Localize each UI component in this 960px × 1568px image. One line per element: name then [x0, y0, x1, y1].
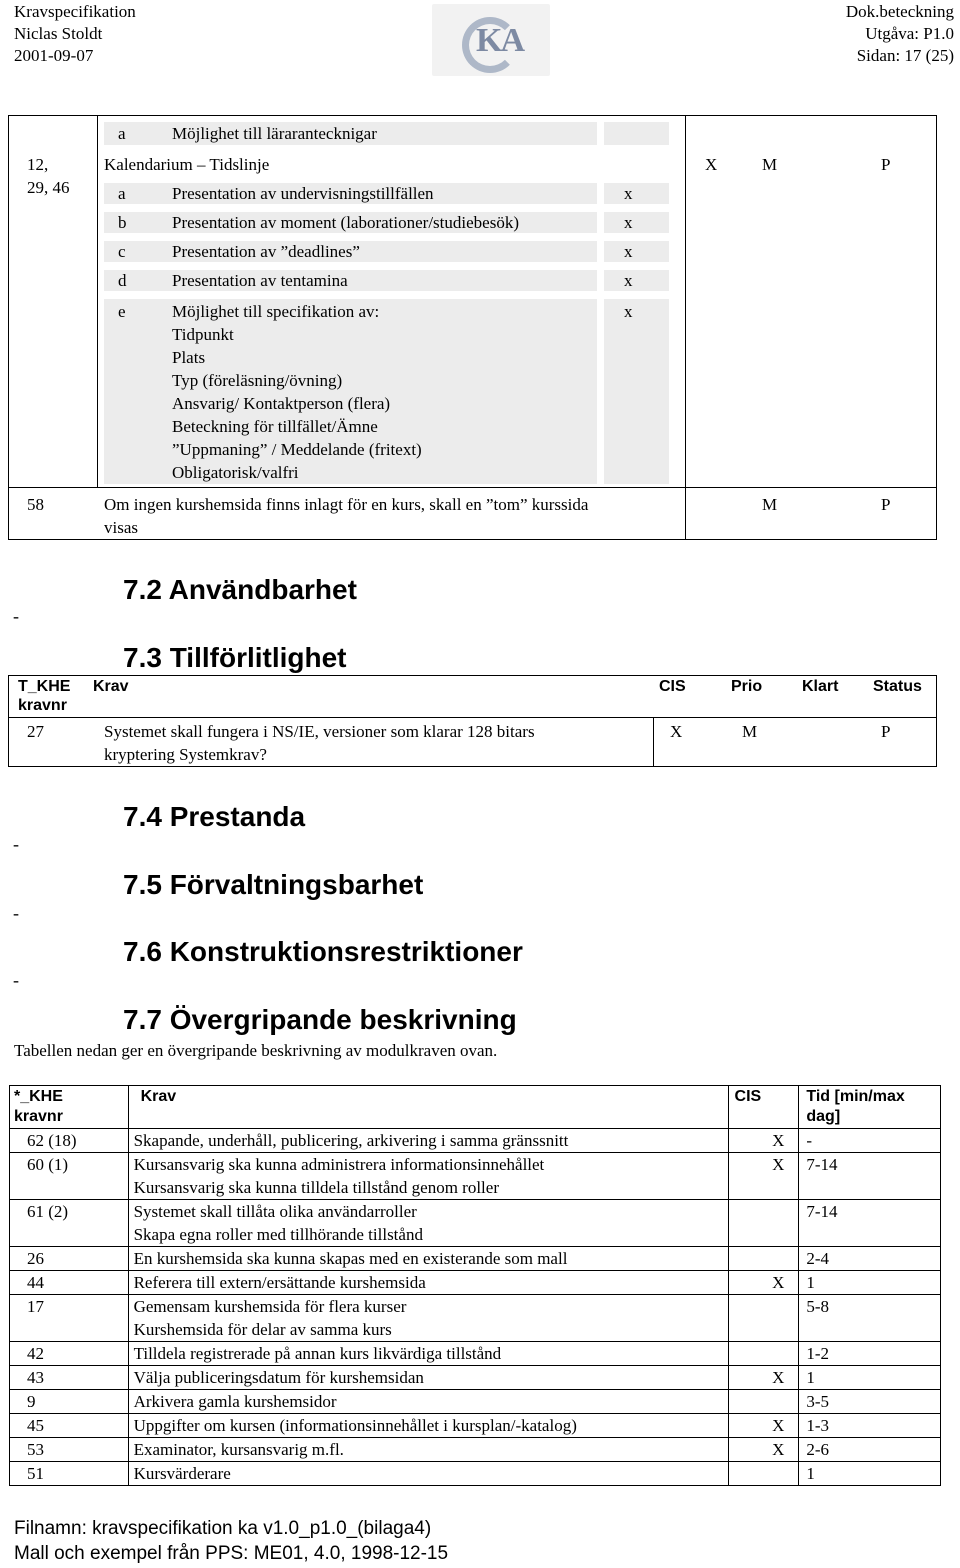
- group-title: Kalendarium – Tidslinje: [104, 155, 270, 174]
- table-row: 53 Examinator, kursansvarig m.fl. X 2-6: [10, 1438, 941, 1462]
- row-text: Presentation av moment (laborationer/studiebesök): [172, 213, 519, 232]
- row-mark: x: [624, 271, 633, 290]
- bullet-dash: -: [13, 834, 19, 854]
- status-value: P: [881, 495, 891, 514]
- header-left: [14, 1, 136, 67]
- spec-list: Tidpunkt Plats Typ (föreläsning/övning) Ansvarig/ Kontaktperson (flera) Beteckning för tillfället/Ämne ”Uppmaning” / Meddelande (fritext) Obligatorisk/valfri: [172, 325, 422, 482]
- column-header-status: Status: [873, 678, 922, 695]
- status-value: P: [881, 155, 891, 174]
- section-heading: 7.6 Konstruktionsrestriktioner: [123, 936, 523, 967]
- table-row: 43 Välja publiceringsdatum för kurshemsidan X 1: [10, 1366, 941, 1390]
- doc-title: Kravspecifikation: [14, 2, 136, 21]
- row-text: Möjlighet till specifikation av:: [172, 302, 380, 321]
- section-heading: 7.2 Användbarhet: [123, 574, 357, 605]
- cis-value: X: [705, 155, 718, 174]
- row-letter: a: [118, 124, 126, 143]
- row-letter: a: [118, 184, 126, 203]
- column-header-prio: Prio: [731, 678, 763, 695]
- row-text: Möjlighet till lärarantecknigar: [172, 124, 377, 143]
- footer: [14, 1516, 448, 1566]
- ref-number: 12, 29, 46: [27, 155, 70, 197]
- table-row: 44 Referera till extern/ersättande kurshemsida X 1: [10, 1271, 941, 1295]
- bullet-dash: -: [13, 606, 19, 626]
- row-text: Presentation av ”deadlines”: [172, 242, 360, 261]
- row-text: Presentation av tentamina: [172, 271, 348, 290]
- row-letter: c: [118, 242, 126, 261]
- row-mark: x: [624, 213, 633, 232]
- table-row: 62 (18) Skapande, underhåll, publicering, arkivering i samma gränssnitt X -: [10, 1129, 941, 1153]
- table-row: 61 (2) Systemet skall tillåta olika användarroller Skapa egna roller med tillhörande tillstånd 7-14: [10, 1200, 941, 1247]
- row-mark: x: [624, 184, 633, 203]
- footer-template: Mall och exempel från PPS: ME01, 4.0, 1998-12-15: [14, 1543, 449, 1564]
- row-letter: e: [118, 302, 126, 321]
- ref-number: 58: [27, 495, 44, 514]
- prio-value: M: [762, 495, 778, 514]
- header-right: [846, 1, 954, 67]
- table-row: 42 Tilldela registrerade på annan kurs likvärdiga tillstånd 1-2: [10, 1342, 941, 1366]
- section-heading: 7.3 Tillförlitlighet: [123, 642, 347, 673]
- row-mark: x: [624, 302, 633, 321]
- requirement-text: Systemet skall fungera i NS/IE, versioner som klarar 128 bitars kryptering Systemkrav?: [104, 722, 535, 764]
- date: 2001-09-07: [14, 46, 94, 65]
- bullet-dash: -: [13, 970, 19, 990]
- cis-value: X: [670, 722, 683, 741]
- status-value: P: [881, 722, 891, 741]
- table-row: 60 (1) Kursansvarig ska kunna administrera informationsinnehållet Kursansvarig ska kunna tilldela tillstånd genom roller X 7-14: [10, 1153, 941, 1200]
- column-header-ref: T_KHE kravnr: [18, 678, 71, 714]
- prio-value: M: [742, 722, 758, 741]
- row-mark: x: [624, 242, 633, 261]
- section-heading: 7.4 Prestanda: [123, 801, 306, 832]
- intro-paragraph: Tabellen nedan ger en övergripande beskrivning av modulkraven ovan.: [14, 1041, 498, 1060]
- requirement-text: Om ingen kurshemsida finns inlagt för en kurs, skall en ”tom” kurssida visas: [104, 495, 589, 537]
- column-header-klart: Klart: [802, 678, 839, 695]
- footer-filename: Filnamn: kravspecifikation ka v1.0_p1.0_(bilaga4): [14, 1518, 432, 1539]
- ref-number: 27: [27, 722, 44, 741]
- row-letter: d: [118, 271, 127, 290]
- row-text: Presentation av undervisningstillfällen: [172, 184, 434, 203]
- section-heading: 7.5 Förvaltningsbarhet: [123, 869, 424, 900]
- prio-value: M: [762, 155, 778, 174]
- section-heading: 7.7 Övergripande beskrivning: [123, 1004, 517, 1035]
- column-header-krav: Krav: [93, 678, 129, 695]
- table-row: 51 Kursvärderare 1: [10, 1462, 941, 1486]
- table-row: 17 Gemensam kurshemsida för flera kurser Kurshemsida för delar av samma kurs 5-8: [10, 1295, 941, 1342]
- table-row: 26 En kurshemsida ska kunna skapas med en existerande som mall 2-4: [10, 1247, 941, 1271]
- doc-designation: Dok.beteckning: [845, 2, 954, 21]
- row-letter: b: [118, 213, 127, 232]
- page-number: Sidan: 17 (25): [856, 46, 954, 65]
- author: Niclas Stoldt: [14, 24, 103, 43]
- column-header-cis: CIS: [659, 678, 686, 695]
- summary-table: [9, 1085, 941, 1486]
- bullet-dash: -: [13, 903, 19, 923]
- ka-logo: KA: [432, 4, 550, 76]
- table-row: 45 Uppgifter om kursen (informationsinnehållet i kursplan/-katalog) X 1-3: [10, 1414, 941, 1438]
- table-row: 9 Arkivera gamla kurshemsidor 3-5: [10, 1390, 941, 1414]
- table-header-row: *_KHE kravnr Krav CIS Tid [min/max dag]: [10, 1086, 941, 1129]
- edition: Utgåva: P1.0: [865, 24, 954, 43]
